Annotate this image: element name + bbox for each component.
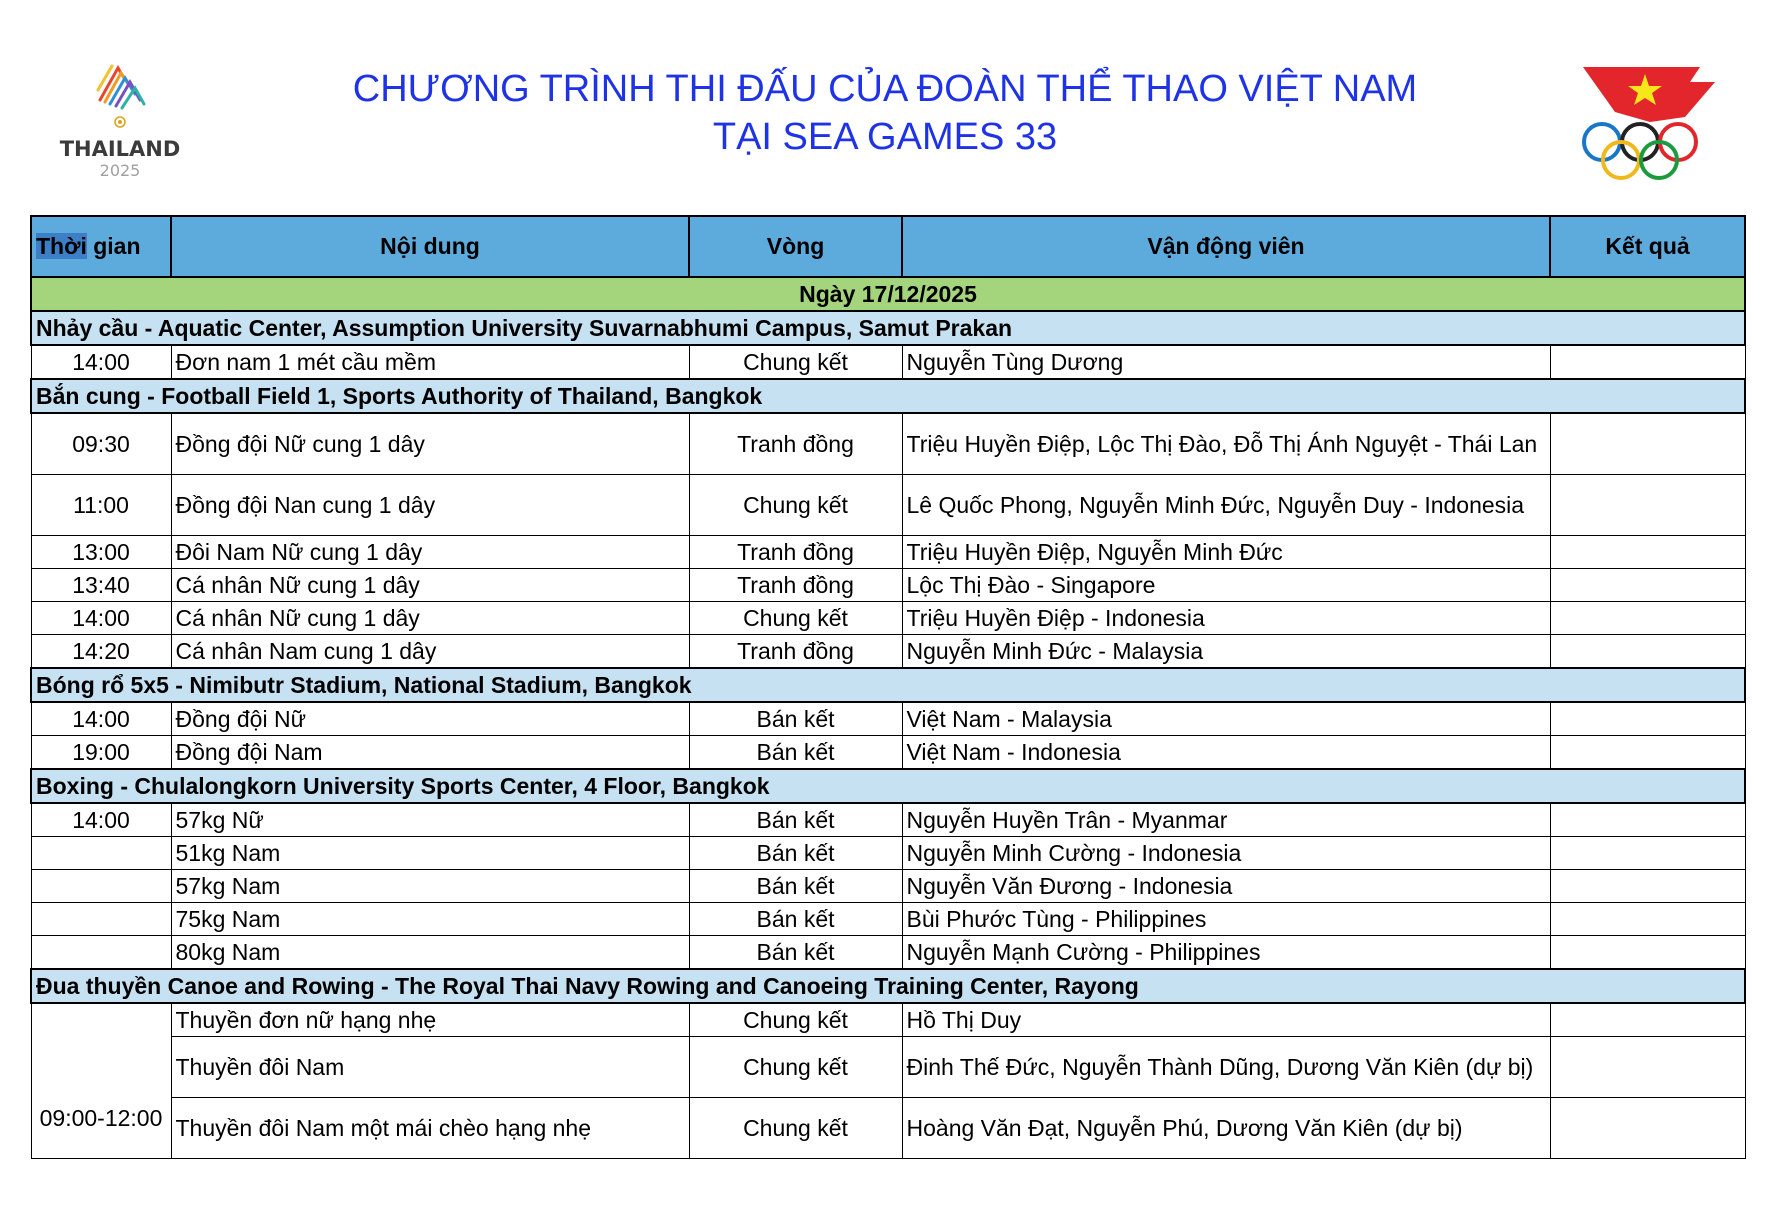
content-cell: Cá nhân Nữ cung 1 dây (171, 602, 689, 635)
round-cell: Chung kết (689, 475, 902, 536)
logo-year-text: 2025 (99, 161, 141, 180)
athletes-cell: Nguyễn Tùng Dương (902, 345, 1550, 379)
table-row (31, 1098, 1745, 1159)
result-cell (1550, 870, 1745, 903)
time-cell: 09:00-12:00 (31, 1003, 171, 1159)
result-cell (1550, 635, 1745, 669)
athletes-cell: Hoàng Văn Đạt, Nguyễn Phú, Dương Văn Kiên (dự bị) (902, 1098, 1550, 1159)
table-row (31, 837, 1745, 870)
result-cell (1550, 936, 1745, 970)
time-cell (31, 903, 171, 936)
round-cell: Bán kết (689, 837, 902, 870)
time-cell: 19:00 (31, 736, 171, 770)
result-cell (1550, 1037, 1745, 1098)
content-cell: 75kg Nam (171, 903, 689, 936)
header-result: Kết quả (1550, 216, 1745, 277)
result-cell (1550, 837, 1745, 870)
table-row (31, 1003, 1745, 1037)
athletes-cell: Nguyễn Minh Cường - Indonesia (902, 837, 1550, 870)
table-row (31, 602, 1745, 635)
title-line-2: TẠI SEA GAMES 33 (712, 116, 1058, 158)
header-content: Nội dung (171, 216, 689, 277)
result-cell (1550, 345, 1745, 379)
content-cell: Đồng đội Nữ (171, 702, 689, 736)
result-cell (1550, 803, 1745, 837)
table-row (31, 903, 1745, 936)
table-row (31, 936, 1745, 970)
athletes-cell: Triệu Huyền Điệp - Indonesia (902, 602, 1550, 635)
round-cell: Chung kết (689, 1037, 902, 1098)
venue-row (31, 769, 1745, 803)
table-row (31, 569, 1745, 602)
content-cell: Đồng đội Nam (171, 736, 689, 770)
round-cell: Tranh đồng (689, 413, 902, 475)
time-cell: 11:00 (31, 475, 171, 536)
title-line-1: CHƯƠNG TRÌNH THI ĐẤU CỦA ĐOÀN THỂ THAO VIỆT NAM (352, 68, 1418, 110)
athletes-cell: Lộc Thị Đào - Singapore (902, 569, 1550, 602)
time-cell: 14:00 (31, 702, 171, 736)
round-cell: Tranh đồng (689, 635, 902, 669)
round-cell: Chung kết (689, 345, 902, 379)
round-cell: Bán kết (689, 702, 902, 736)
result-cell (1550, 602, 1745, 635)
olympic-rings-icon (1584, 124, 1696, 178)
result-cell (1550, 903, 1745, 936)
athletes-cell: Lê Quốc Phong, Nguyễn Minh Đức, Nguyễn Duy - Indonesia (902, 475, 1550, 536)
athletes-cell: Triệu Huyền Điệp, Nguyễn Minh Đức (902, 536, 1550, 569)
athletes-cell: Nguyễn Minh Đức - Malaysia (902, 635, 1550, 669)
round-cell: Tranh đồng (689, 569, 902, 602)
venue-cell: Đua thuyền Canoe and Rowing - The Royal Thai Navy Rowing and Canoeing Training Center, Rayong (31, 969, 1745, 1003)
venue-row (31, 311, 1745, 345)
round-cell: Bán kết (689, 736, 902, 770)
result-cell (1550, 569, 1745, 602)
time-cell: 14:20 (31, 635, 171, 669)
venue-row (31, 379, 1745, 413)
table-row (31, 536, 1745, 569)
round-cell: Chung kết (689, 602, 902, 635)
content-cell: Thuyền đôi Nam (171, 1037, 689, 1098)
content-cell: Cá nhân Nam cung 1 dây (171, 635, 689, 669)
content-cell: Đồng đội Nan cung 1 dây (171, 475, 689, 536)
athletes-cell: Việt Nam - Indonesia (902, 736, 1550, 770)
date-cell: Ngày 17/12/2025 (31, 277, 1745, 311)
round-cell: Tranh đồng (689, 536, 902, 569)
content-cell: Đơn nam 1 mét cầu mềm (171, 345, 689, 379)
table-row (31, 635, 1745, 669)
table-row (31, 736, 1745, 770)
time-cell: 13:40 (31, 569, 171, 602)
table-row (31, 1037, 1745, 1098)
table-row (31, 413, 1745, 475)
content-cell: 80kg Nam (171, 936, 689, 970)
page-title (300, 65, 1470, 161)
venue-row (31, 668, 1745, 702)
time-cell (31, 936, 171, 970)
time-cell: 13:00 (31, 536, 171, 569)
round-cell: Bán kết (689, 803, 902, 837)
content-cell: Đồng đội Nữ cung 1 dây (171, 413, 689, 475)
athletes-cell: Nguyễn Huyền Trân - Myanmar (902, 803, 1550, 837)
result-cell (1550, 413, 1745, 475)
table-row (31, 345, 1745, 379)
venue-cell: Bắn cung - Football Field 1, Sports Authority of Thailand, Bangkok (31, 379, 1745, 413)
table-row (31, 475, 1745, 536)
time-cell: 14:00 (31, 602, 171, 635)
athletes-cell: Nguyễn Văn Đương - Indonesia (902, 870, 1550, 903)
table-row (31, 870, 1745, 903)
schedule-table (30, 215, 1746, 1159)
round-cell: Bán kết (689, 936, 902, 970)
content-cell: 57kg Nam (171, 870, 689, 903)
round-cell: Bán kết (689, 870, 902, 903)
date-row (31, 277, 1745, 311)
time-cell: 14:00 (31, 803, 171, 837)
content-cell: Thuyền đôi Nam một mái chèo hạng nhẹ (171, 1098, 689, 1159)
header-time-selected-text: Thời (36, 233, 87, 259)
time-cell (31, 837, 171, 870)
result-cell (1550, 1098, 1745, 1159)
header-row (31, 216, 1745, 277)
header-round: Vòng (689, 216, 902, 277)
round-cell: Bán kết (689, 903, 902, 936)
result-cell (1550, 536, 1745, 569)
sun-icon (113, 115, 127, 129)
vietnam-olympic-logo (1580, 62, 1720, 192)
table-row (31, 702, 1745, 736)
venue-cell: Bóng rổ 5x5 - Nimibutr Stadium, National Stadium, Bangkok (31, 668, 1745, 702)
round-cell: Chung kết (689, 1098, 902, 1159)
athletes-cell: Nguyễn Mạnh Cường - Philippines (902, 936, 1550, 970)
athletes-cell: Đinh Thế Đức, Nguyễn Thành Dũng, Dương Văn Kiên (dự bị) (902, 1037, 1550, 1098)
sea-games-emblem-icon (90, 60, 150, 115)
athletes-cell: Việt Nam - Malaysia (902, 702, 1550, 736)
venue-row (31, 969, 1745, 1003)
content-cell: Thuyền đơn nữ hạng nhẹ (171, 1003, 689, 1037)
time-cell: 14:00 (31, 345, 171, 379)
result-cell (1550, 702, 1745, 736)
athletes-cell: Triệu Huyền Điệp, Lộc Thị Đào, Đỗ Thị Ánh Nguyệt - Thái Lan (902, 413, 1550, 475)
header-time-text: gian (86, 233, 141, 259)
time-cell (31, 870, 171, 903)
content-cell: 57kg Nữ (171, 803, 689, 837)
result-cell (1550, 736, 1745, 770)
venue-cell: Boxing - Chulalongkorn University Sports Center, 4 Floor, Bangkok (31, 769, 1745, 803)
round-cell: Chung kết (689, 1003, 902, 1037)
athletes-cell: Bùi Phước Tùng - Philippines (902, 903, 1550, 936)
result-cell (1550, 475, 1745, 536)
thailand-2025-logo (55, 55, 185, 185)
content-cell: Đôi Nam Nữ cung 1 dây (171, 536, 689, 569)
result-cell (1550, 1003, 1745, 1037)
content-cell: 51kg Nam (171, 837, 689, 870)
header-time (31, 216, 171, 277)
athletes-cell: Hồ Thị Duy (902, 1003, 1550, 1037)
time-cell: 09:30 (31, 413, 171, 475)
logo-country-text: THAILAND (59, 137, 181, 161)
venue-cell: Nhảy cầu - Aquatic Center, Assumption University Suvarnabhumi Campus, Samut Prakan (31, 311, 1745, 345)
header-athletes: Vận động viên (902, 216, 1550, 277)
table-row (31, 803, 1745, 837)
content-cell: Cá nhân Nữ cung 1 dây (171, 569, 689, 602)
